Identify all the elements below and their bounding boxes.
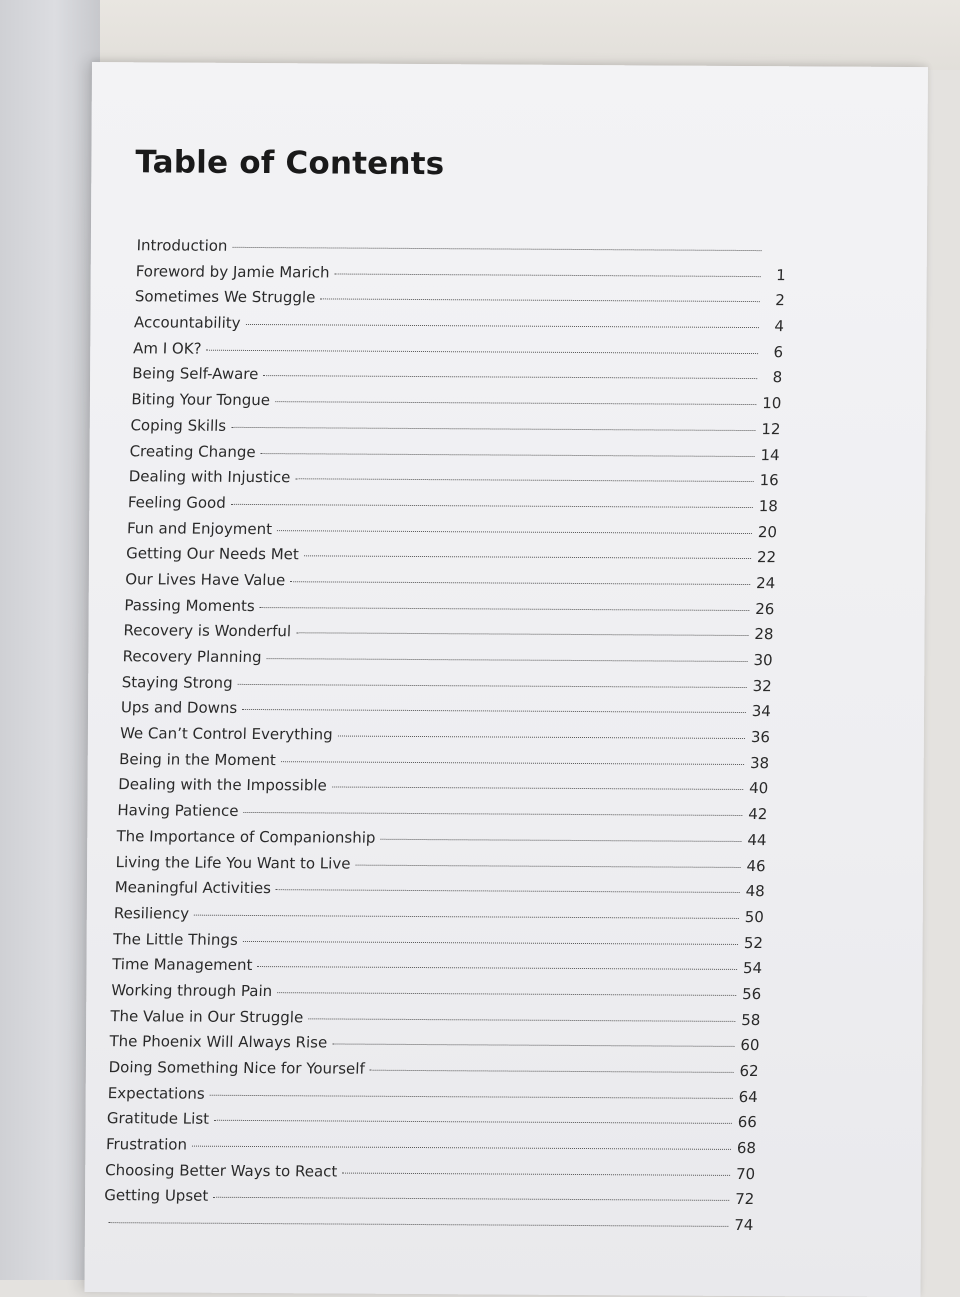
dot-leader [334, 273, 760, 277]
toc-entry-title: Meaningful Activities [114, 878, 273, 897]
toc-entry-title: The Phoenix Will Always Rise [109, 1032, 329, 1051]
toc-entry-page-number: 12 [758, 420, 781, 438]
toc-entry-title: Am I OK? [133, 339, 204, 357]
toc-entry-title: Having Patience [117, 801, 241, 820]
dot-leader [304, 556, 751, 560]
toc-entry [105, 1135, 756, 1165]
toc-entry [113, 904, 764, 934]
dot-leader [245, 324, 758, 328]
toc-entry-title: Expectations [107, 1084, 207, 1103]
toc-entry-title: Getting Upset [104, 1187, 211, 1206]
toc-entry [111, 981, 762, 1011]
toc-entry-page-number: 62 [736, 1062, 759, 1080]
toc-entry-title: Introduction [136, 236, 229, 255]
dot-leader [281, 761, 744, 765]
toc-entry [133, 339, 784, 369]
toc-entry-title: Living the Life You Want to Live [115, 853, 352, 872]
dot-leader [342, 1172, 730, 1175]
dot-leader [370, 1070, 734, 1073]
toc-entry-page-number: 34 [749, 702, 772, 720]
dot-leader [308, 1018, 735, 1022]
dot-leader [231, 504, 753, 508]
toc-entry [126, 519, 777, 549]
toc-entry-title: Accountability [134, 313, 243, 332]
dot-leader [295, 478, 753, 482]
dot-leader [338, 736, 745, 739]
toc-entry-page-number: 46 [743, 856, 766, 874]
toc-entry [108, 1058, 759, 1088]
dot-leader [207, 349, 759, 353]
toc-entry-title: The Value in Our Struggle [110, 1007, 305, 1026]
toc-entry-title: Getting Our Needs Met [126, 544, 301, 563]
toc-entry [110, 1007, 761, 1037]
toc-entry-page-number: 54 [740, 959, 763, 977]
toc-entry-title: Passing Moments [124, 596, 257, 615]
toc-entry [119, 724, 770, 754]
toc-entry [122, 647, 773, 677]
toc-entry-page-number: 8 [760, 369, 783, 387]
toc-entry-page-number: 70 [733, 1165, 756, 1183]
toc-entry-page-number: 74 [731, 1216, 754, 1234]
dot-leader [210, 1094, 733, 1098]
toc-entry [115, 853, 766, 883]
toc-entry-title: Dealing with the Impossible [118, 776, 329, 795]
toc-entry-page-number: 16 [756, 471, 779, 489]
toc-entry-title: We Can’t Control Everything [120, 724, 335, 743]
toc-entry [129, 442, 780, 472]
toc-entry-page-number: 26 [752, 600, 775, 618]
toc-entry-page-number: 58 [738, 1011, 761, 1029]
toc-entry [121, 673, 772, 703]
toc-entry [133, 313, 784, 343]
dot-leader [238, 684, 747, 688]
toc-entry-title: The Importance of Companionship [116, 827, 378, 847]
toc-entry-page-number: 64 [735, 1088, 758, 1106]
toc-entry [118, 776, 769, 806]
toc-entry-title: Staying Strong [121, 673, 235, 692]
toc-entry-title: Being in the Moment [119, 750, 278, 769]
toc-entry-page-number: 22 [754, 548, 777, 566]
toc-entry-page-number: 28 [751, 625, 774, 643]
toc-entry-title: Fun and Enjoyment [127, 519, 275, 538]
toc-entry [106, 1109, 757, 1139]
dot-leader [194, 915, 739, 919]
toc-entry-page-number: 20 [755, 523, 778, 541]
toc-entry-title: Foreword by Jamie Marich [135, 262, 331, 281]
dot-leader [380, 839, 741, 842]
toc-entry-page-number: 6 [761, 343, 784, 361]
page-title: Table of Contents [135, 144, 444, 182]
toc-entry-title: Creating Change [129, 442, 258, 461]
toc-entry-title: Dealing with Injustice [128, 467, 292, 486]
toc-entry-title: Ups and Downs [121, 699, 240, 718]
toc-entry-page-number: 18 [756, 497, 779, 515]
toc-entry-page-number: 60 [737, 1036, 760, 1054]
toc-entry-page-number: 1 [763, 266, 786, 284]
toc-entry-page-number: 56 [739, 985, 762, 1003]
toc-entry-page-number: 52 [741, 934, 764, 952]
toc-entry [116, 827, 767, 857]
toc-entry [103, 1212, 754, 1242]
dot-leader [355, 864, 740, 867]
toc-entry-title: Gratitude List [107, 1109, 212, 1128]
dot-leader [277, 530, 752, 534]
toc-entry [119, 750, 770, 780]
toc-entry-page-number: 50 [742, 908, 765, 926]
toc-entry [128, 467, 779, 497]
dot-leader [275, 401, 756, 405]
toc-entry [136, 236, 787, 266]
dot-leader [290, 581, 750, 585]
toc-entry-page-number: 10 [759, 394, 782, 412]
toc-entry-title: Recovery is Wonderful [123, 622, 293, 641]
toc-entry-title: Coping Skills [130, 416, 228, 435]
dot-leader [263, 375, 757, 379]
dot-leader [242, 709, 746, 713]
toc-entry [105, 1161, 756, 1191]
dot-leader [260, 607, 750, 611]
toc-entry-title: Time Management [112, 955, 255, 974]
toc-entry-title: Recovery Planning [122, 647, 264, 666]
toc-entry-page-number: 4 [762, 317, 785, 335]
dot-leader [243, 941, 738, 945]
toc-entry [114, 878, 765, 908]
toc-entry-page-number: 2 [763, 291, 786, 309]
dot-leader [231, 427, 755, 431]
toc-entry [104, 1187, 755, 1217]
toc-entry [134, 288, 785, 318]
toc-entry [109, 1032, 760, 1062]
toc-entry-page-number: 40 [746, 779, 769, 797]
toc-entry-page-number: 68 [734, 1139, 757, 1157]
toc-entry-title: Frustration [106, 1135, 190, 1154]
toc-entry [130, 416, 781, 446]
toc-entry-page-number: 44 [744, 831, 767, 849]
toc-entry-page-number: 30 [750, 651, 773, 669]
toc-entry-page-number: 24 [753, 574, 776, 592]
dot-leader [214, 1120, 732, 1124]
toc-entry-page-number: 66 [735, 1113, 758, 1131]
toc-entry-title: Our Lives Have Value [125, 570, 288, 589]
toc-entry-title: Feeling Good [128, 493, 229, 512]
dot-leader [243, 812, 742, 816]
toc-entry [107, 1084, 758, 1114]
dot-leader [296, 633, 748, 637]
toc-entry-title: Resiliency [114, 904, 192, 922]
toc-entry [117, 801, 768, 831]
toc-entry-page-number: 32 [749, 677, 772, 695]
toc-entry-page-number: 38 [747, 754, 770, 772]
toc-entry [120, 699, 771, 729]
book-page [84, 62, 927, 1297]
toc-list [103, 236, 787, 1242]
toc-entry-title: Doing Something Nice for Yourself [108, 1058, 367, 1078]
toc-entry-title: Working through Pain [111, 981, 275, 1000]
toc-entry [126, 544, 777, 574]
dot-leader [232, 247, 761, 251]
toc-entry-title: Biting Your Tongue [131, 390, 272, 409]
dot-leader [320, 299, 760, 303]
toc-entry [132, 365, 783, 395]
dot-leader [257, 966, 737, 970]
toc-entry-page-number: 72 [732, 1190, 755, 1208]
toc-entry [112, 955, 763, 985]
dot-leader [277, 992, 736, 996]
toc-entry-page-number: 36 [748, 728, 771, 746]
dot-leader [213, 1197, 729, 1201]
toc-entry [112, 930, 763, 960]
toc-entry-title: Sometimes We Struggle [135, 288, 318, 307]
toc-entry [125, 570, 776, 600]
toc-entry-page-number: 14 [757, 446, 780, 464]
toc-entry-title: The Little Things [113, 930, 240, 949]
toc-entry [124, 596, 775, 626]
dot-leader [192, 1146, 731, 1150]
dot-leader [261, 453, 755, 457]
table-surface [0, 0, 960, 70]
toc-entry [127, 493, 778, 523]
dot-leader [267, 658, 748, 662]
toc-entry-page-number: 42 [745, 805, 768, 823]
dot-leader [108, 1222, 728, 1227]
toc-entry [135, 262, 786, 292]
dot-leader [276, 889, 740, 893]
dot-leader [332, 1044, 734, 1047]
toc-entry-title: Being Self-Aware [132, 365, 261, 384]
toc-entry-page-number: 48 [742, 882, 765, 900]
toc-entry [123, 622, 774, 652]
toc-entry-title: Choosing Better Ways to React [105, 1161, 340, 1180]
dot-leader [332, 787, 743, 791]
toc-entry [131, 390, 782, 420]
